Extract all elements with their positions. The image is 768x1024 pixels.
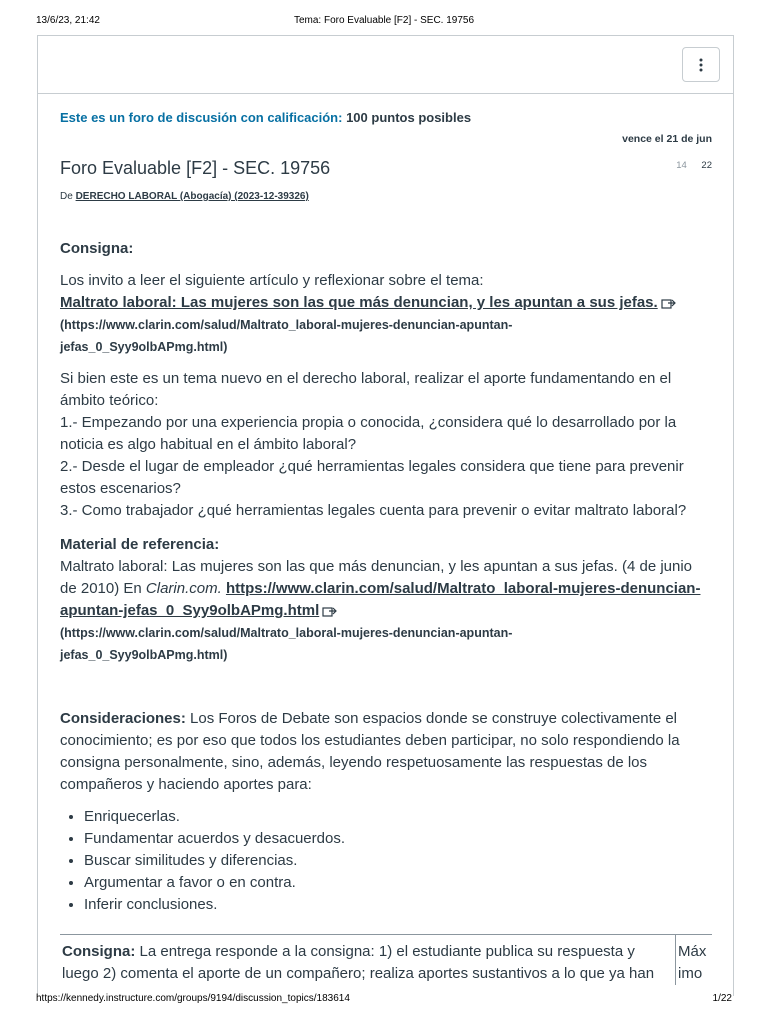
material-link[interactable]: https://www.clarin.com/salud/Maltrato_laboral-mujeres-denuncian-apuntan-jefas_0_Syy9olbAPmg.html bbox=[60, 580, 701, 619]
graded-notice bbox=[60, 110, 471, 125]
print-title: Tema: Foro Evaluable [F2] - SEC. 19756 bbox=[293, 15, 475, 26]
list-item: • Inferir conclusiones. bbox=[84, 894, 712, 916]
consigna-heading: Consigna: bbox=[60, 240, 134, 257]
question-2: 2.- Desde el lugar de empleador ¿qué herramientas legales considera que tiene para prevenir estos escenarios? bbox=[60, 458, 684, 497]
question-3: 3.- Como trabajador ¿qué herramientas legales cuenta para prevenir o evitar maltrato laboral? bbox=[60, 502, 687, 519]
list-item: • Fundamentar acuerdos y desacuerdos. bbox=[84, 828, 712, 850]
discussion-frame bbox=[37, 35, 734, 996]
list-item: • Argumentar a favor o en contra. bbox=[84, 872, 712, 894]
external-link-icon bbox=[322, 605, 338, 617]
print-url: https://kennedy.instructure.com/groups/9194/discussion_topics/183614 bbox=[36, 993, 350, 1004]
topic-title: Foro Evaluable [F2] - SEC. 19756 bbox=[60, 158, 331, 178]
material-source: Clarin.com. bbox=[145, 580, 222, 597]
discussion-toolbar bbox=[38, 36, 733, 94]
rubric-max-line2: imo bbox=[678, 965, 703, 982]
print-page-number: 1/22 bbox=[712, 993, 732, 1004]
topic-author bbox=[60, 191, 309, 202]
kebab-menu-icon bbox=[699, 58, 703, 72]
material-paragraph bbox=[60, 556, 712, 622]
author-prefix: De bbox=[60, 191, 73, 202]
list-item: • Buscar similitudes y diferencias. bbox=[84, 850, 712, 872]
material-heading: Material de referencia: bbox=[60, 536, 220, 553]
rubric-max-line1: Máx bbox=[678, 943, 707, 960]
intro-text: Los invito a leer el siguiente artículo y reflexionar sobre el tema: bbox=[60, 272, 484, 289]
article-link[interactable]: Maltrato laboral: Las mujeres son las que más denuncian, y les apuntan a sus jefas. bbox=[60, 294, 658, 311]
consideraciones-text: Los Foros de Debate son espacios donde se construye colectivamente el conocimiento; es por eso que todos los estudiantes deben participar, no solo respondiendo la consigna personalmente, sino, además, leyendo respetuosamente las respuestas de los compañeros y haciendo aportes para: bbox=[60, 710, 680, 793]
graded-label: Este es un foro de discusión con calificación: bbox=[60, 110, 343, 125]
consideraciones-paragraph bbox=[60, 708, 712, 796]
list-item: • Enriquecerlas. bbox=[84, 806, 712, 828]
rubric-table bbox=[60, 934, 712, 982]
contribution-list bbox=[60, 806, 712, 916]
print-header bbox=[0, 15, 768, 29]
question-1: 1.- Empezando por una experiencia propia o conocida, ¿considera qué lo desarrollado por la noticia es algo habitual en el ámbito laboral? bbox=[60, 414, 677, 453]
unread-count: 14 bbox=[676, 160, 687, 171]
consideraciones-heading: Consideraciones: bbox=[60, 710, 186, 727]
material-url-line2[interactable]: jefas_0_Syy9olbAPmg.html) bbox=[60, 648, 228, 662]
rubric-criteria-cell bbox=[61, 935, 674, 985]
material-url-line1[interactable]: (https://www.clarin.com/salud/Maltrato_laboral-mujeres-denuncian-apuntan- bbox=[60, 626, 513, 640]
rubric-consigna-heading: Consigna: bbox=[62, 943, 136, 960]
due-date: vence el 21 de jun bbox=[622, 133, 712, 145]
reply-counts bbox=[676, 160, 712, 171]
material-text: Maltrato laboral: Las mujeres son las que más denuncian, y les apuntan a sus jefas. (4 de junio de 2010) En bbox=[60, 558, 693, 597]
article-url-line1[interactable]: (https://www.clarin.com/salud/Maltrato_laboral-mujeres-denuncian-apuntan- bbox=[60, 318, 513, 332]
external-link-icon bbox=[661, 297, 677, 309]
print-timestamp: 13/6/23, 21:42 bbox=[36, 15, 100, 26]
points-possible: 100 puntos posibles bbox=[346, 110, 472, 125]
rubric-points-cell bbox=[675, 935, 714, 985]
article-url-line2[interactable]: jefas_0_Syy9olbAPmg.html) bbox=[60, 340, 228, 354]
total-count: 22 bbox=[701, 160, 712, 171]
rubric-consigna-text: La entrega responde a la consigna: 1) el estudiante publica su respuesta y luego 2) comenta el aporte de un compañero; realiza aportes sustantivos a lo que ya han bbox=[62, 943, 655, 982]
options-menu-button[interactable] bbox=[682, 47, 720, 82]
topic-body bbox=[60, 224, 712, 916]
intro-paragraph: Si bien este es un tema nuevo en el derecho laboral, realizar el aporte fundamentando en el ámbito teórico: bbox=[60, 370, 672, 409]
author-link[interactable]: DERECHO LABORAL (Abogacía) (2023-12-39326) bbox=[75, 191, 309, 202]
